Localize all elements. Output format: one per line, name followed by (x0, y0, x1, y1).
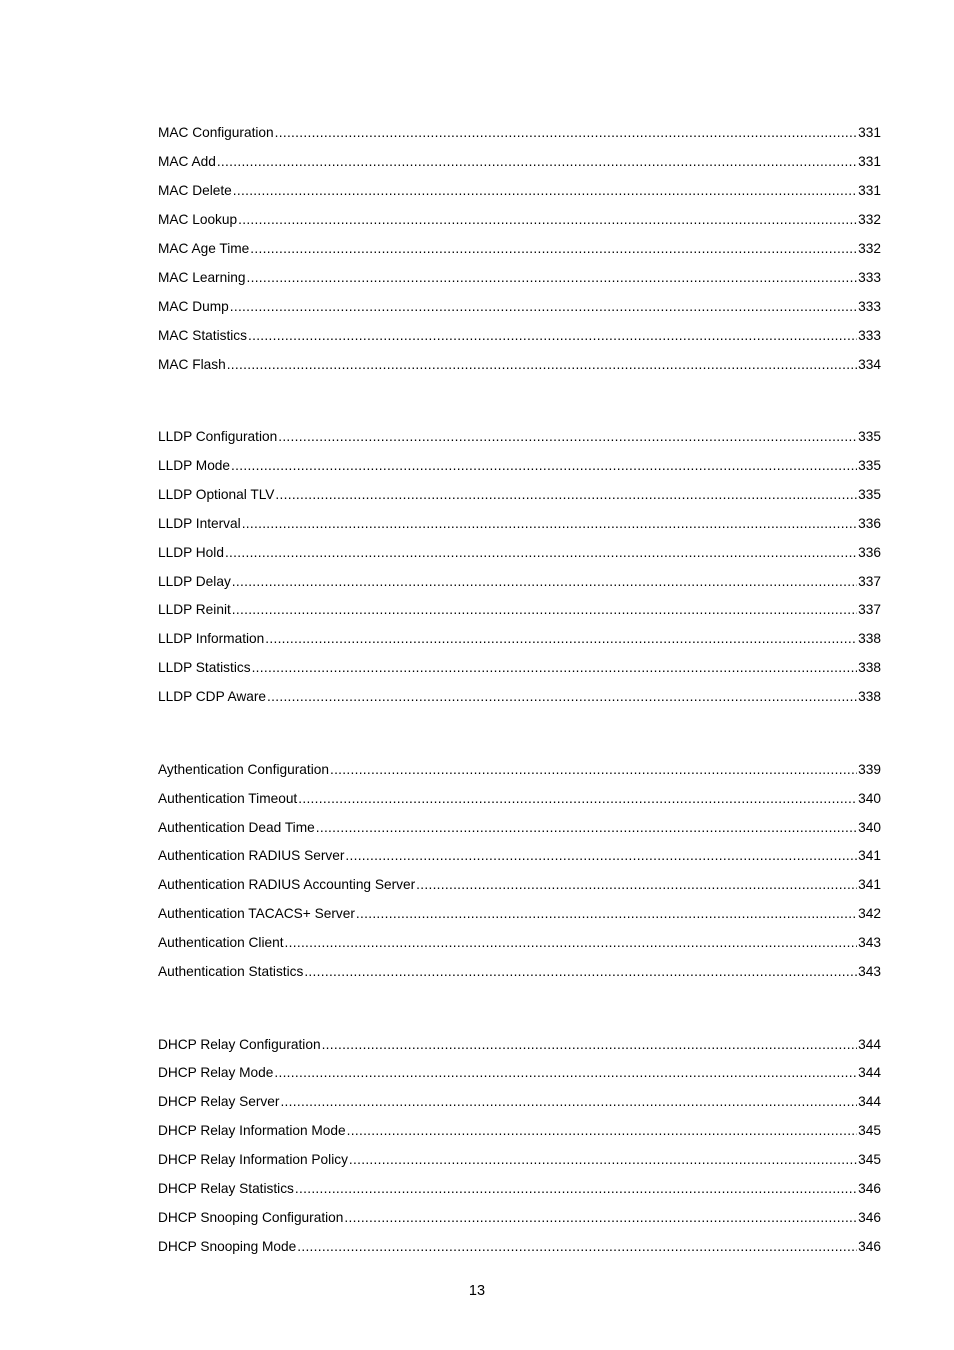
toc-entry[interactable] (158, 148, 881, 177)
toc-entry[interactable] (158, 625, 881, 654)
dot-leader (238, 212, 857, 228)
dot-leader (278, 429, 857, 445)
dot-leader (295, 1181, 857, 1197)
toc-entry-page: 333 (858, 298, 881, 314)
toc-entry[interactable] (158, 509, 881, 538)
toc-entry-page: 333 (858, 269, 881, 285)
toc-entry-title: MAC Dump (158, 298, 229, 314)
dot-leader (225, 545, 857, 561)
toc-entry-title: Authentication Statistics (158, 963, 304, 979)
toc-entry-title: Authentication Timeout (158, 790, 298, 806)
toc-entry-page: 340 (858, 819, 881, 835)
toc-entry[interactable] (158, 596, 881, 625)
dot-leader (304, 964, 857, 980)
toc-entry-title: Authentication Client (158, 935, 284, 951)
toc-entry-page: 344 (858, 1036, 881, 1052)
toc-entry-title: LLDP Delay (158, 573, 231, 589)
toc-entry-page: 335 (858, 458, 881, 474)
dot-leader (275, 487, 857, 503)
toc-entry[interactable] (158, 842, 881, 871)
dot-leader (250, 241, 857, 257)
toc-entry-page: 339 (858, 761, 881, 777)
toc-entry[interactable] (158, 1175, 881, 1204)
toc-entry-title: MAC Age Time (158, 241, 250, 256)
toc-entry[interactable] (158, 177, 881, 206)
dot-leader (345, 848, 857, 864)
toc-entry-title: Authentication Dead Time (158, 819, 315, 835)
dot-leader (330, 762, 857, 778)
page-number: 13 (468, 1283, 486, 1299)
toc-entry[interactable] (158, 1146, 881, 1175)
toc-entry[interactable] (158, 1059, 881, 1088)
toc-entry-page: 331 (858, 125, 881, 141)
dot-leader (285, 935, 858, 951)
toc-entry-title: DHCP Snooping Configuration (158, 1209, 344, 1225)
toc-entry-title: Authentication RADIUS Accounting Server (158, 877, 416, 893)
toc-entry-title: MAC Statistics (158, 327, 247, 343)
toc-entry-title: LLDP Information (158, 631, 265, 647)
toc-entry-title: Aythentication Configuration (158, 761, 329, 777)
toc-entry[interactable] (158, 900, 881, 929)
toc-entry-title: LLDP Hold (158, 544, 224, 560)
toc-entry[interactable] (158, 871, 881, 900)
dot-leader (298, 791, 857, 807)
dot-leader (322, 1037, 858, 1053)
dot-leader (267, 689, 857, 705)
toc-entry-page: 344 (858, 1065, 881, 1081)
dot-leader (280, 1094, 857, 1110)
toc-entry-page: 345 (858, 1123, 881, 1139)
toc-entry-page: 343 (858, 963, 881, 979)
toc-entry-page: 341 (858, 877, 881, 893)
toc-section (158, 423, 881, 712)
toc-entry[interactable] (158, 263, 881, 292)
toc-entry-page: 337 (858, 573, 881, 589)
dot-leader (416, 877, 857, 893)
toc-entry-page: 346 (858, 1238, 881, 1254)
toc-entry-title: LLDP Mode (158, 458, 231, 474)
dot-leader (232, 574, 857, 590)
toc-entry-page: 346 (858, 1181, 881, 1196)
toc-entry-page: 331 (858, 154, 881, 170)
toc-entry-title: DHCP Relay Statistics (158, 1181, 294, 1196)
toc-entry[interactable] (158, 538, 881, 567)
toc-entry-page: 345 (858, 1152, 881, 1168)
toc-entry[interactable] (158, 480, 881, 509)
toc-entry[interactable] (158, 813, 881, 842)
toc-entry[interactable] (158, 755, 881, 784)
dot-leader (275, 125, 858, 141)
toc-entry-page: 335 (858, 429, 881, 445)
toc-entry-title: LLDP CDP Aware (158, 689, 267, 705)
toc-entry-page: 335 (858, 486, 881, 502)
toc-entry[interactable] (158, 292, 881, 321)
toc-entry-page: 334 (858, 356, 881, 372)
toc-entry[interactable] (158, 567, 881, 596)
toc-entry-page: 346 (858, 1209, 881, 1225)
toc-entry[interactable] (158, 1030, 881, 1059)
toc-entry-title: LLDP Configuration (158, 429, 278, 445)
dot-leader (227, 357, 857, 373)
dot-leader (265, 631, 857, 647)
toc-entry[interactable] (158, 423, 881, 452)
toc-entry-title: LLDP Interval (158, 515, 241, 531)
toc-entry-page: 332 (858, 241, 881, 256)
toc-entry[interactable] (158, 958, 881, 987)
dot-leader (297, 1239, 857, 1255)
toc-entry[interactable] (158, 206, 881, 235)
dot-leader (356, 906, 857, 922)
toc-entry[interactable] (158, 784, 881, 813)
toc-entry[interactable] (158, 1117, 881, 1146)
dot-leader (344, 1210, 857, 1226)
dot-leader (349, 1152, 857, 1168)
dot-leader (316, 820, 857, 836)
toc-entry-page: 336 (858, 544, 881, 560)
dot-leader (252, 660, 858, 676)
toc-entry-page: 338 (858, 689, 881, 705)
dot-leader (232, 602, 857, 618)
toc-section (158, 1030, 881, 1261)
toc-entry-page: 343 (858, 935, 881, 951)
toc-entry[interactable] (158, 119, 881, 148)
toc-entry-page: 341 (858, 848, 881, 864)
toc-entry-page: 338 (858, 631, 881, 647)
toc-entry-title: MAC Flash (158, 356, 226, 372)
toc-entry-title: DHCP Snooping Mode (158, 1238, 297, 1254)
toc-entry-title: LLDP Reinit (158, 602, 231, 618)
toc-entry-page: 338 (858, 660, 881, 676)
toc-entry-title: DHCP Relay Information Policy (158, 1152, 348, 1168)
toc-section (158, 755, 881, 986)
toc-entry-title: MAC Add (158, 154, 216, 170)
toc-entry-title: MAC Delete (158, 183, 232, 199)
toc-entry-title: DHCP Relay Mode (158, 1065, 274, 1081)
toc-entry[interactable] (158, 350, 881, 379)
dot-leader (242, 516, 857, 532)
toc-entry[interactable] (158, 235, 881, 264)
toc-entry-title: Authentication TACACS+ Server (158, 906, 355, 922)
toc-entry-title: MAC Configuration (158, 125, 274, 141)
toc-entry-page: 333 (858, 327, 881, 343)
dot-leader (274, 1065, 857, 1081)
toc-entry-title: Authentication RADIUS Server (158, 848, 345, 864)
toc-entry[interactable] (158, 683, 881, 712)
toc-entry-title: MAC Lookup (158, 212, 238, 228)
toc-entry[interactable] (158, 1203, 881, 1232)
toc-entry-title: DHCP Relay Information Mode (158, 1123, 346, 1139)
dot-leader (217, 154, 857, 170)
toc-entry-title: DHCP Relay Configuration (158, 1036, 321, 1052)
toc-entry[interactable] (158, 1232, 881, 1261)
dot-leader (230, 299, 857, 315)
toc-entry-title: DHCP Relay Server (158, 1094, 280, 1110)
toc-entry[interactable] (158, 452, 881, 481)
toc-entry-page: 337 (858, 602, 881, 618)
toc-entry[interactable] (158, 929, 881, 958)
toc-entry[interactable] (158, 654, 881, 683)
toc-entry-page: 336 (858, 515, 881, 531)
dot-leader (247, 270, 858, 286)
toc-entry-page: 340 (858, 790, 881, 806)
dot-leader (248, 328, 857, 344)
dot-leader (233, 183, 857, 199)
toc-entry-page: 344 (858, 1094, 881, 1110)
toc-entry-page: 332 (858, 212, 881, 228)
toc-entry[interactable] (158, 321, 881, 350)
toc-entry-title: LLDP Optional TLV (158, 486, 275, 502)
toc-entry-title: LLDP Statistics (158, 660, 251, 676)
table-of-contents (158, 119, 881, 1261)
toc-entry-page: 342 (858, 906, 881, 922)
toc-entry[interactable] (158, 1088, 881, 1117)
toc-entry-page: 331 (858, 183, 881, 199)
dot-leader (231, 458, 857, 474)
dot-leader (347, 1123, 858, 1139)
toc-section (158, 119, 881, 379)
toc-entry-title: MAC Learning (158, 269, 246, 285)
